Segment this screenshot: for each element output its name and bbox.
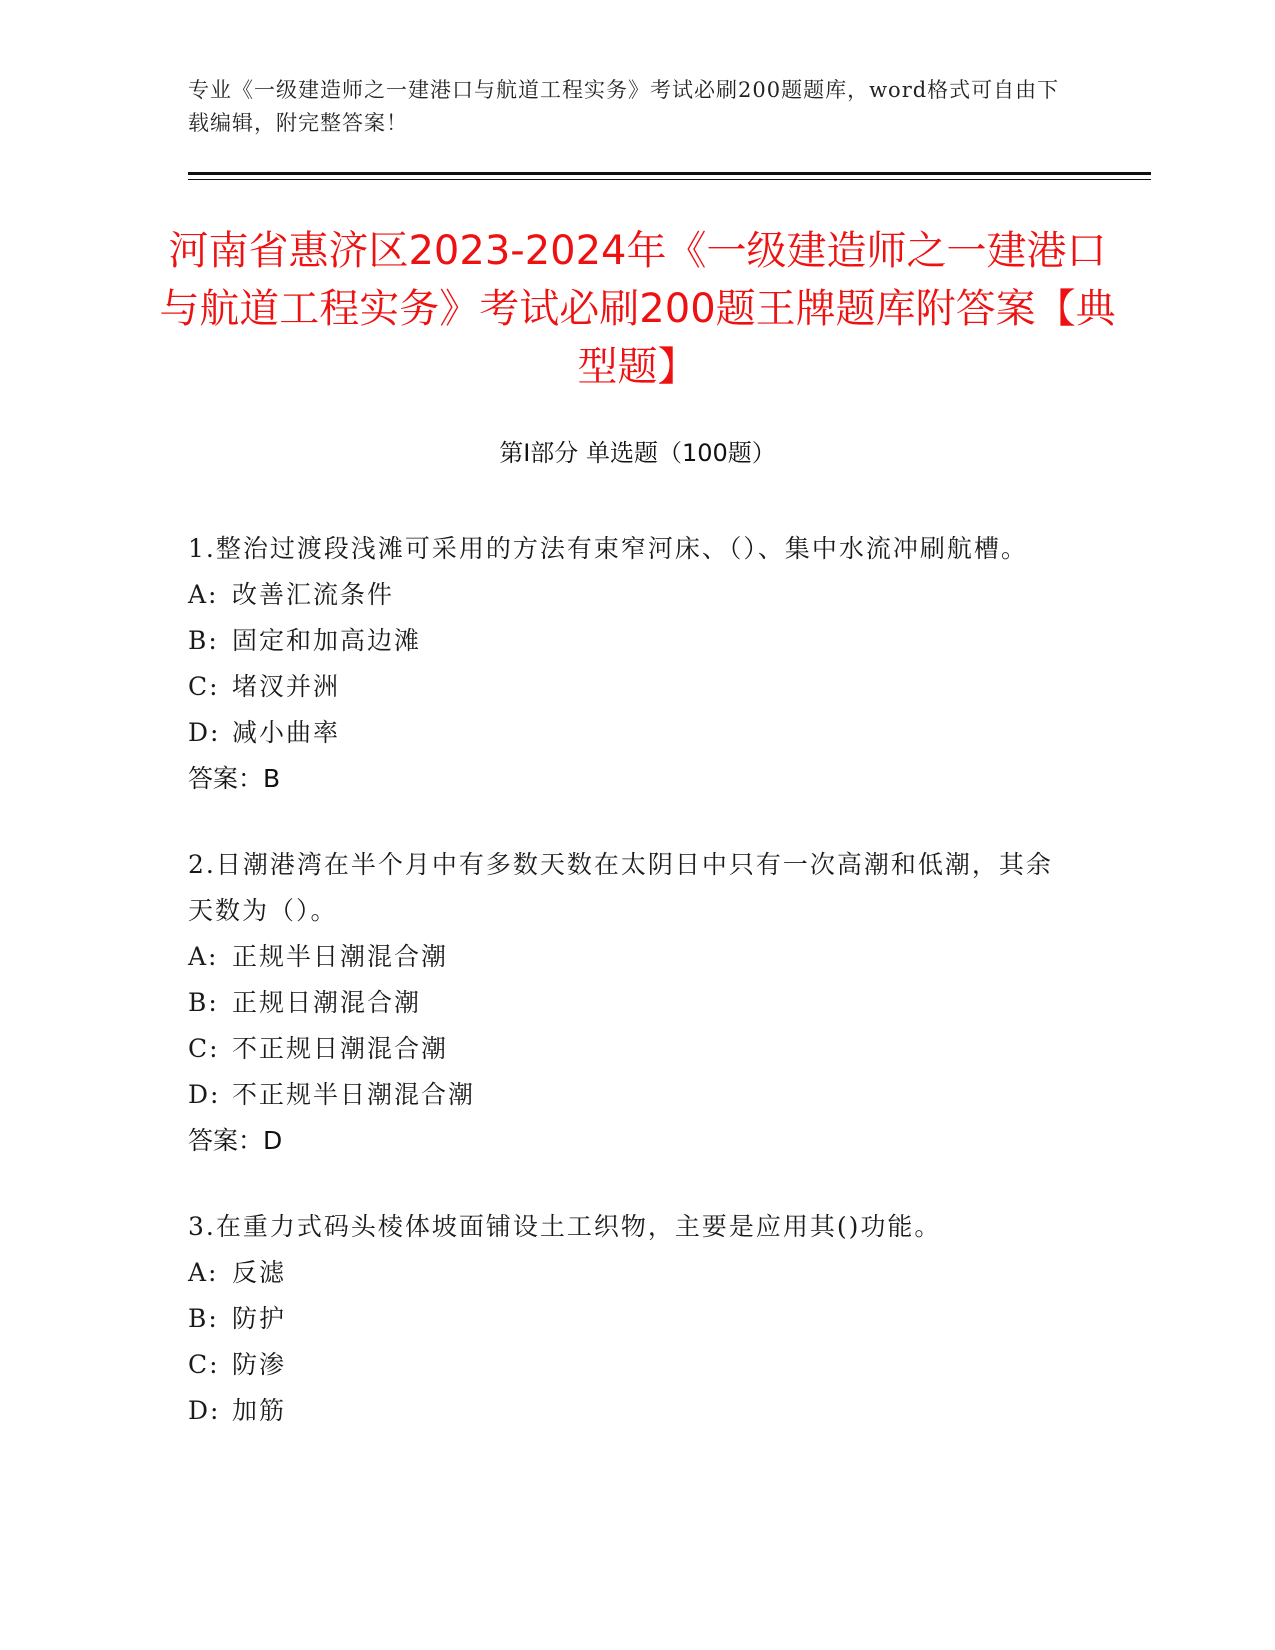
header-note: 专业《一级建造师之一建港口与航道工程实务》考试必刷200题题库，word格式可自由下载编辑，附完整答案！ (188, 78, 1060, 135)
option-d (188, 1072, 1068, 1118)
option-key: B: (188, 988, 219, 1017)
option-c (188, 1342, 1068, 1388)
option-text: 改善汇流条件 (232, 580, 395, 609)
option-text: 正规日潮混合潮 (232, 988, 422, 1017)
option-text: 防护 (232, 1304, 287, 1333)
question-stem: 2.日潮港湾在半个月中有多数天数在太阴日中只有一次高潮和低潮，其余天数为（）。 (188, 850, 1053, 925)
option-b (188, 618, 1068, 664)
option-text: 不正规半日潮混合潮 (232, 1080, 476, 1109)
option-text: 堵汊并洲 (232, 672, 341, 701)
option-d (188, 1388, 1068, 1434)
option-key: B: (188, 626, 219, 655)
option-text: 不正规日潮混合潮 (232, 1034, 449, 1063)
option-key: D: (188, 1396, 221, 1425)
header-rule-thick (188, 172, 1151, 175)
question-2 (188, 842, 1068, 1164)
option-key: D: (188, 1080, 221, 1109)
option-key: A: (188, 942, 219, 971)
option-c (188, 1026, 1068, 1072)
answer: 答案：D (188, 1126, 283, 1155)
option-text: 减小曲率 (232, 718, 341, 747)
option-b (188, 980, 1068, 1026)
question-stem: 1.整治过渡段浅滩可采用的方法有束窄河床、（）、集中水流冲刷航槽。 (188, 534, 1028, 563)
option-text: 防渗 (232, 1350, 287, 1379)
question-3 (188, 1204, 1068, 1434)
question-1 (188, 526, 1068, 802)
option-key: C: (188, 1034, 220, 1063)
option-key: D: (188, 718, 221, 747)
option-text: 加筋 (232, 1396, 287, 1425)
document-title: 河南省惠济区2023-2024年《一级建造师之一建港口与航道工程实务》考试必刷200题王牌题库附答案【典型题】 (159, 228, 1116, 390)
option-key: C: (188, 672, 220, 701)
option-text: 固定和加高边滩 (232, 626, 422, 655)
option-key: A: (188, 1258, 219, 1287)
question-stem: 3.在重力式码头棱体坡面铺设土工织物，主要是应用其()功能。 (188, 1212, 942, 1241)
option-d (188, 710, 1068, 756)
option-key: C: (188, 1350, 220, 1379)
question-list (188, 526, 1068, 1474)
option-a (188, 1250, 1068, 1296)
option-a (188, 572, 1068, 618)
section-heading: 第I部分 单选题（100题） (499, 439, 776, 467)
option-text: 正规半日潮混合潮 (232, 942, 449, 971)
option-key: A: (188, 580, 219, 609)
option-key: B: (188, 1304, 219, 1333)
option-text: 反滤 (232, 1258, 287, 1287)
header-rule-thin (188, 179, 1151, 180)
option-b (188, 1296, 1068, 1342)
option-a (188, 934, 1068, 980)
option-c (188, 664, 1068, 710)
answer: 答案：B (188, 764, 281, 793)
